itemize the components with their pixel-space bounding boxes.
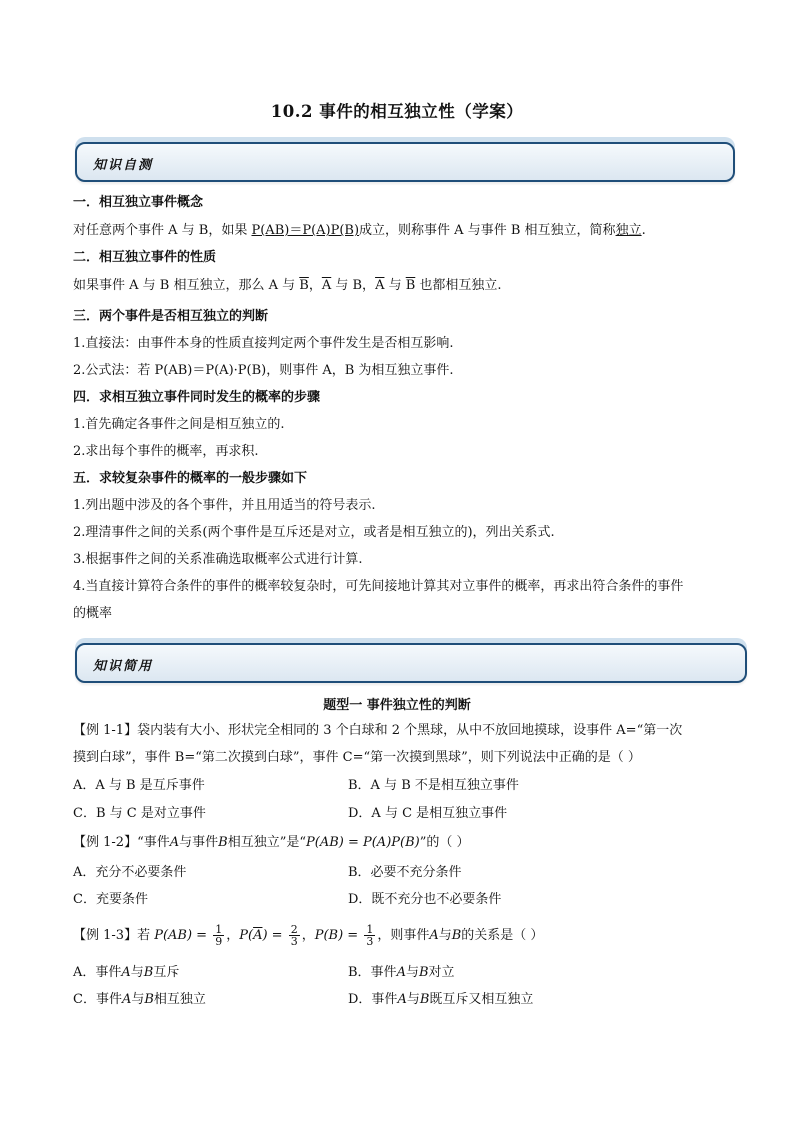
option-d: D．A 与 C 是相互独立事件 [348,806,508,821]
page-title: 10.2 事件的相互独立性（学案） [270,102,524,121]
option-a: A．充分不必要条件 [73,865,187,880]
banner-label: 知识自测 [93,158,154,173]
complement-b: $\overline{B}$ [299,278,309,293]
section-banner-knowledge-test [75,142,735,182]
heading-3: 三．两个事件是否相互独立的判断 [73,309,269,324]
list-item: 1.首先确定各事件之间是相互独立的. [73,417,285,432]
option-a: A．事件A与B互斥 [73,965,180,980]
paragraph-2: 如果事件 A 与 B 相互独立，那么 A 与 $\overline{B}$，$\overline{A}$ 与 B，$\overline{A}$ 与 $\overline{B}$ 也都相互独立. [73,278,502,293]
example-tag: 【例 1-2】 [73,835,138,850]
heading-1: 一．相互独立事件概念 [73,195,204,210]
example-1-1-question-cont: 摸到白球”，事件 B=“第二次摸到白球”，事件 C=“第一次摸到黑球”，则下列说法中正确的是（ ） [73,750,641,765]
option-c: C．充要条件 [73,892,148,907]
heading-2: 二．相互独立事件的性质 [73,250,217,265]
list-item: 2.求出每个事件的概率，再求积. [73,444,259,459]
list-item: 2.理清事件之间的关系(两个事件是互斥还是对立，或者是相互独立的)，列出关系式. [73,525,555,540]
formula: P(AB) = P(A)P(B) [306,835,420,850]
heading-5: 五．求较复杂事件的概率的一般步骤如下 [73,471,308,486]
option-d: D．既不充分也不必要条件 [348,892,502,907]
option-c: C．B 与 C 是对立事件 [73,806,206,821]
list-item: 3.根据事件之间的关系准确选取概率公式进行计算. [73,552,363,567]
section-banner-knowledge-use [75,643,747,683]
paragraph-1: 对任意两个事件 A 与 B，如果 P(AB)＝P(A)P(B)成立，则称事件 A 与事件 B 相互独立，简称独立. [73,223,646,238]
option-a: A．A 与 B 是互斥事件 [73,778,205,793]
option-b: B．事件A与B对立 [348,965,455,980]
list-item: 1.直接法：由事件本身的性质直接判定两个事件发生是否相互影响. [73,336,454,351]
list-item: 4.当直接计算符合条件的事件的概率较复杂时，可先间接地计算其对立事件的概率，再求出符合条件的事件 [73,579,684,594]
independence-formula: P(AB)＝P(A)P(B) [251,223,360,238]
example-tag: 【例 1-1】 [73,723,138,738]
example-1-3-question: 【例 1-3】若 P(AB) = $\frac{1}{9}$ ，$P(\overline{A})$ = $\frac{2}{3}$ ，P(B) = $\frac{1}{3}$ ，则事件A与B的关系是（ ） [73,923,544,948]
list-item: 1.列出题中涉及的各个事件，并且用适当的符号表示. [73,498,376,513]
fraction: $\frac{1}{9}$ [215,923,223,948]
fraction: $\frac{2}{3}$ [290,923,298,948]
fraction: $\frac{1}{3}$ [366,923,374,948]
option-d: D．事件A与B既互斥又相互独立 [348,992,534,1007]
example-tag: 【例 1-3】 [73,928,138,943]
example-1-1-question: 【例 1-1】袋内装有大小、形状完全相同的 3 个白球和 2 个黑球，从中不放回地摸球，设事件 A=“第一次 [73,723,683,738]
heading-4: 四．求相互独立事件同时发生的概率的步骤 [73,390,321,405]
option-b: B．必要不充分条件 [348,865,462,880]
list-item-continued: 的概率 [73,606,113,621]
type-heading: 题型一 事件独立性的判断 [323,698,471,713]
option-c: C．事件A与B相互独立 [73,992,206,1007]
complement-a: $\overline{A}$ [321,278,332,293]
complement-b: $\overline{B}$ [405,278,416,293]
example-1-2-question: 【例 1-2】“事件A与事件B相互独立”是“P(AB) = P(A)P(B)”的（ ） [73,835,470,850]
list-item: 2.公式法：若 P(AB)＝P(A)·P(B)，则事件 A，B 为相互独立事件. [73,363,454,378]
banner-label: 知识简用 [93,659,154,674]
complement-a: $\overline{A}$ [375,278,385,293]
option-b: B．A 与 B 不是相互独立事件 [348,778,519,793]
